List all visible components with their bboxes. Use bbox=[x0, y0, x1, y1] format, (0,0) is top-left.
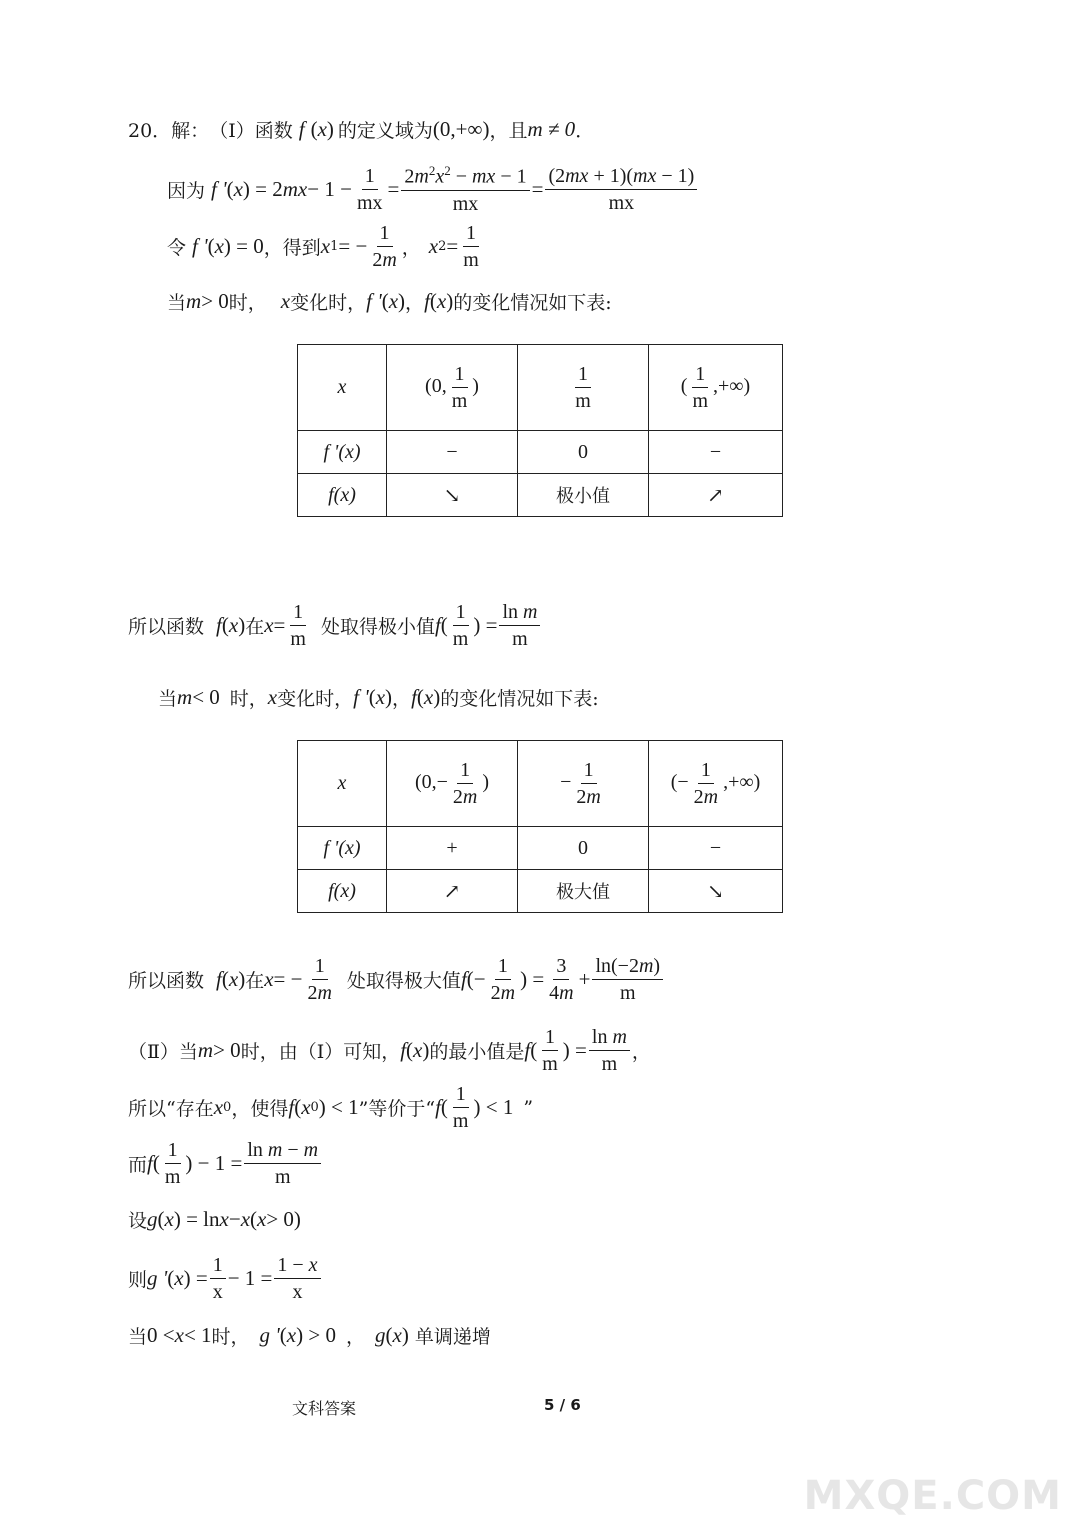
fraction: $\frac{2m^2x^2 - mx - 1}{mx}$ bbox=[401, 164, 529, 215]
formula: g bbox=[147, 1207, 158, 1231]
formula: g ' bbox=[259, 1323, 280, 1347]
fraction: $\frac{\text{ln m}}{m}$ bbox=[499, 601, 540, 650]
formula: x bbox=[392, 1323, 402, 1347]
part-one-label: （Ⅰ） bbox=[209, 120, 255, 142]
formula: x bbox=[286, 1323, 297, 1347]
formula: ( bbox=[440, 1095, 448, 1119]
formula: = bbox=[387, 176, 400, 201]
formula: x bbox=[240, 1207, 251, 1231]
table-header-interval2: (− $\frac{1}{2m}$ ,+∞) bbox=[649, 741, 783, 827]
decrease-arrow: ↘ bbox=[387, 474, 518, 517]
formula: = − bbox=[338, 234, 368, 258]
formula: < 1 bbox=[183, 1323, 212, 1347]
text: 当 bbox=[128, 1326, 148, 1348]
part-two-line bbox=[128, 1026, 651, 1075]
fraction: $\frac{1}{2m}$ bbox=[307, 955, 332, 1004]
text: 时，由（Ⅰ）可知， bbox=[240, 1041, 401, 1063]
formula: ( bbox=[381, 289, 389, 313]
text: 时， bbox=[229, 688, 268, 710]
formula: f bbox=[216, 613, 222, 637]
text: ， bbox=[631, 1041, 651, 1063]
formula: f bbox=[411, 685, 417, 709]
table-cell: − bbox=[649, 827, 783, 870]
formula: ( bbox=[152, 1151, 160, 1175]
formula: ( bbox=[167, 1266, 175, 1290]
text: ， bbox=[401, 237, 421, 259]
text: ． bbox=[575, 120, 595, 142]
formula: x bbox=[164, 1207, 174, 1231]
formula: ( bbox=[385, 1323, 393, 1347]
formula: x bbox=[301, 1095, 311, 1119]
formula: ( bbox=[416, 685, 424, 709]
text: 在 bbox=[245, 616, 265, 638]
variation-table-min bbox=[297, 344, 783, 517]
formula: f ' bbox=[192, 234, 208, 258]
formula: x bbox=[174, 1323, 184, 1347]
formula: ) = bbox=[183, 1266, 208, 1290]
formula: f bbox=[460, 967, 467, 991]
formula: f bbox=[288, 1095, 295, 1119]
text: 而 bbox=[128, 1154, 148, 1176]
formula: f bbox=[524, 1038, 531, 1062]
formula: x bbox=[213, 1095, 224, 1119]
formula: f ' bbox=[211, 176, 227, 201]
table-cell: − bbox=[387, 431, 518, 474]
fraction: $\frac{1}{2m}$ bbox=[372, 222, 397, 271]
text: 时， bbox=[211, 1326, 250, 1348]
table-row-derivative: f '(x) bbox=[298, 431, 387, 474]
formula: x bbox=[228, 967, 239, 991]
table-cell-max: 极大值 bbox=[518, 870, 649, 913]
formula: ) = 0 bbox=[223, 234, 264, 258]
formula: ( bbox=[406, 1038, 414, 1062]
roots-line: 令 f ' ( x ) = 0 ，得到 x 1 = − $\frac{1}{2m}$ ， x 2 = $\frac{1}{m}$ bbox=[167, 222, 484, 271]
formula: ) = bbox=[473, 613, 498, 637]
formula: f bbox=[216, 967, 222, 991]
formula: ) bbox=[238, 967, 246, 991]
text: 所以“存在 bbox=[128, 1098, 214, 1120]
table-cell-min: 极小值 bbox=[518, 474, 649, 517]
define-g-line bbox=[128, 1206, 301, 1233]
case-positive bbox=[167, 288, 612, 315]
formula: f bbox=[435, 1095, 441, 1119]
text: ，使得 bbox=[231, 1098, 289, 1120]
formula: ( bbox=[221, 613, 229, 637]
formula: ( bbox=[226, 176, 234, 201]
formula: x bbox=[264, 967, 274, 991]
formula: 0 < bbox=[147, 1323, 175, 1347]
table-header-x: x bbox=[298, 741, 387, 827]
formula: ) > 0 bbox=[296, 1323, 336, 1347]
text: 因为 bbox=[167, 179, 206, 202]
formula: ) bbox=[446, 289, 454, 313]
formula: − 1 − bbox=[307, 176, 352, 201]
text: 所以函数 bbox=[128, 616, 205, 638]
formula: = bbox=[273, 613, 286, 637]
formula: = bbox=[446, 234, 459, 258]
text: ， bbox=[392, 688, 412, 710]
fraction: $\frac{1}{m}$ bbox=[452, 1083, 469, 1132]
formula: ( bbox=[207, 234, 215, 258]
table-cell: 0 bbox=[518, 431, 649, 474]
question-number: 20．解： bbox=[128, 120, 210, 142]
text: ，得到 bbox=[263, 237, 321, 259]
table-cell: − bbox=[649, 431, 783, 474]
formula: g ' bbox=[147, 1266, 168, 1290]
formula: ) bbox=[401, 1323, 409, 1347]
domain-formula: (0,+∞) bbox=[432, 117, 490, 141]
table-header-interval2: ( $\frac{1}{m}$ ,+∞) bbox=[649, 345, 783, 431]
formula: ) bbox=[326, 117, 334, 141]
formula: = − bbox=[273, 967, 303, 991]
formula: ) < 1 bbox=[473, 1095, 514, 1119]
case-negative bbox=[158, 684, 599, 711]
text: 处取得极大值 bbox=[346, 970, 461, 992]
fraction: $\frac{1}{m}$ bbox=[452, 601, 469, 650]
g-derivative-line bbox=[128, 1254, 323, 1303]
page-number: 5 / 6 bbox=[544, 1396, 581, 1414]
fraction: $\frac{1}{m}$ bbox=[164, 1139, 181, 1188]
table-header-point: $\frac{1}{m}$ bbox=[518, 345, 649, 431]
formula: ) = ln bbox=[173, 1207, 220, 1231]
formula: ( bbox=[440, 613, 448, 637]
formula: x bbox=[214, 234, 224, 258]
formula: ) bbox=[238, 613, 246, 637]
formula: f bbox=[298, 117, 305, 141]
table-header-x: x bbox=[298, 345, 387, 431]
formula: m bbox=[186, 289, 202, 313]
fraction: $\frac{(2mx + 1)(mx - 1)}{mx}$ bbox=[545, 165, 697, 214]
formula: x bbox=[233, 176, 243, 201]
variation-table-max bbox=[297, 740, 783, 913]
fraction: $\frac{1}{m}$ bbox=[290, 601, 306, 650]
footer-label: 文科答案 bbox=[292, 1399, 357, 1418]
equivalence-line: 所以“存在 x 0 ，使得 f ( x 0 ) < 1 ”等价于“ f ( $\frac{1}{m}$ ) < 1 ” bbox=[128, 1083, 534, 1132]
formula: x bbox=[317, 117, 327, 141]
formula: = bbox=[531, 176, 544, 201]
fraction: $\frac{1 - x}{x}$ bbox=[274, 1254, 320, 1303]
text: （Ⅱ）当 bbox=[128, 1041, 198, 1063]
formula: x bbox=[267, 685, 278, 709]
formula: < 0 bbox=[192, 685, 220, 709]
formula: x bbox=[228, 613, 239, 637]
fraction: $\frac{\ln(-2m)}{m}$ bbox=[592, 955, 663, 1004]
increase-arrow: ↗ bbox=[649, 474, 783, 517]
formula: x bbox=[320, 234, 331, 258]
fraction: $\frac{\text{ln m}}{m}$ bbox=[589, 1026, 630, 1075]
table-row-function: f(x) bbox=[298, 870, 387, 913]
solution-header bbox=[128, 116, 594, 143]
max-value-line bbox=[128, 955, 665, 1004]
formula: x bbox=[413, 1038, 423, 1062]
formula: ( bbox=[429, 289, 437, 313]
text: ， bbox=[345, 1326, 365, 1348]
formula: ( bbox=[250, 1207, 258, 1231]
text: 设 bbox=[128, 1210, 148, 1232]
formula: ) bbox=[422, 1038, 430, 1062]
increase-arrow: ↗ bbox=[387, 870, 518, 913]
formula: + bbox=[578, 967, 591, 991]
table-row-function: f(x) bbox=[298, 474, 387, 517]
table-header-interval1: (0,− $\frac{1}{2m}$ ) bbox=[387, 741, 518, 827]
formula: ) − 1 = bbox=[185, 1151, 243, 1175]
decrease-arrow: ↘ bbox=[649, 870, 783, 913]
formula: x bbox=[174, 1266, 184, 1290]
formula: f ' bbox=[353, 685, 369, 709]
formula: ( bbox=[221, 967, 229, 991]
formula: f ' bbox=[366, 289, 382, 313]
formula: − 1 = bbox=[227, 1266, 273, 1290]
formula: ( bbox=[279, 1323, 287, 1347]
difference-line bbox=[128, 1139, 323, 1188]
text: 的变化情况如下表: bbox=[440, 688, 599, 710]
formula: f bbox=[424, 289, 430, 313]
formula: ) bbox=[398, 289, 406, 313]
formula: f bbox=[400, 1038, 407, 1062]
formula: ) = bbox=[520, 967, 545, 991]
formula: x bbox=[436, 289, 447, 313]
text: 当 bbox=[158, 688, 178, 710]
formula: mx bbox=[282, 176, 308, 201]
text: 的最小值是 bbox=[429, 1041, 525, 1063]
text: 单调递增 bbox=[414, 1326, 491, 1348]
formula: − bbox=[228, 1207, 241, 1231]
formula: x bbox=[264, 613, 274, 637]
formula: x bbox=[423, 685, 434, 709]
text: 时， bbox=[228, 292, 267, 314]
formula: ( bbox=[368, 685, 376, 709]
formula: ) < 1 bbox=[318, 1095, 359, 1119]
text: 在 bbox=[245, 970, 265, 992]
fraction: $\frac{1}{x}$ bbox=[210, 1254, 226, 1303]
text: 当 bbox=[167, 292, 187, 314]
formula: x bbox=[428, 234, 439, 258]
formula: > 0) bbox=[266, 1207, 301, 1231]
text: 处取得极小值 bbox=[320, 616, 435, 638]
text: 的定义域为 bbox=[337, 120, 433, 142]
formula: ) bbox=[433, 685, 441, 709]
formula: x bbox=[280, 289, 291, 313]
formula: m bbox=[177, 685, 193, 709]
formula: x bbox=[388, 289, 399, 313]
fraction: $\frac{1}{m}$ bbox=[463, 222, 479, 271]
formula: > 0 bbox=[201, 289, 229, 313]
table-header-point: − $\frac{1}{2m}$ bbox=[518, 741, 649, 827]
formula: f bbox=[434, 613, 441, 637]
formula: x bbox=[257, 1207, 267, 1231]
text: 变化时， bbox=[277, 688, 354, 710]
formula: ( bbox=[530, 1038, 538, 1062]
fraction: $\frac{1}{mx}$ bbox=[356, 164, 383, 214]
fraction: $\frac{1}{m}$ bbox=[542, 1026, 558, 1075]
formula: f bbox=[147, 1151, 153, 1175]
formula: (− bbox=[466, 967, 486, 991]
formula: ) bbox=[385, 685, 393, 709]
watermark: MXQE.COM bbox=[803, 1473, 1062, 1519]
min-value-line bbox=[128, 601, 542, 650]
text: ，且 bbox=[489, 120, 528, 142]
formula: ) = bbox=[562, 1038, 587, 1062]
text: 函数 bbox=[254, 120, 293, 142]
fraction: $\frac{3}{4m}$ bbox=[549, 955, 574, 1004]
text: ”等价于“ bbox=[358, 1098, 436, 1120]
text: 的变化情况如下表: bbox=[453, 292, 612, 314]
table-row-derivative: f '(x) bbox=[298, 827, 387, 870]
text: 所以函数 bbox=[128, 970, 205, 992]
formula: g bbox=[374, 1323, 386, 1347]
formula: x bbox=[375, 685, 386, 709]
derivative-line bbox=[167, 164, 699, 215]
text: 变化时， bbox=[290, 292, 367, 314]
table-cell: + bbox=[387, 827, 518, 870]
fraction: $\frac{\text{ln m − m}}{m}$ bbox=[244, 1139, 321, 1188]
formula: > 0 bbox=[213, 1038, 241, 1062]
formula: ( bbox=[294, 1095, 302, 1119]
formula: m ≠ 0 bbox=[527, 117, 576, 141]
text: ” bbox=[523, 1096, 534, 1119]
formula: ) = 2 bbox=[242, 176, 283, 201]
text: ， bbox=[405, 292, 425, 314]
fraction: $\frac{1}{2m}$ bbox=[490, 955, 516, 1004]
formula: x bbox=[219, 1207, 229, 1231]
formula: ( bbox=[310, 117, 318, 141]
formula: m bbox=[197, 1038, 214, 1062]
formula: ( bbox=[157, 1207, 165, 1231]
text: 令 bbox=[167, 237, 187, 259]
monotonic-line bbox=[128, 1322, 491, 1349]
table-header-interval1: (0, $\frac{1}{m}$ ) bbox=[387, 345, 518, 431]
table-cell: 0 bbox=[518, 827, 649, 870]
text: 则 bbox=[128, 1269, 148, 1291]
